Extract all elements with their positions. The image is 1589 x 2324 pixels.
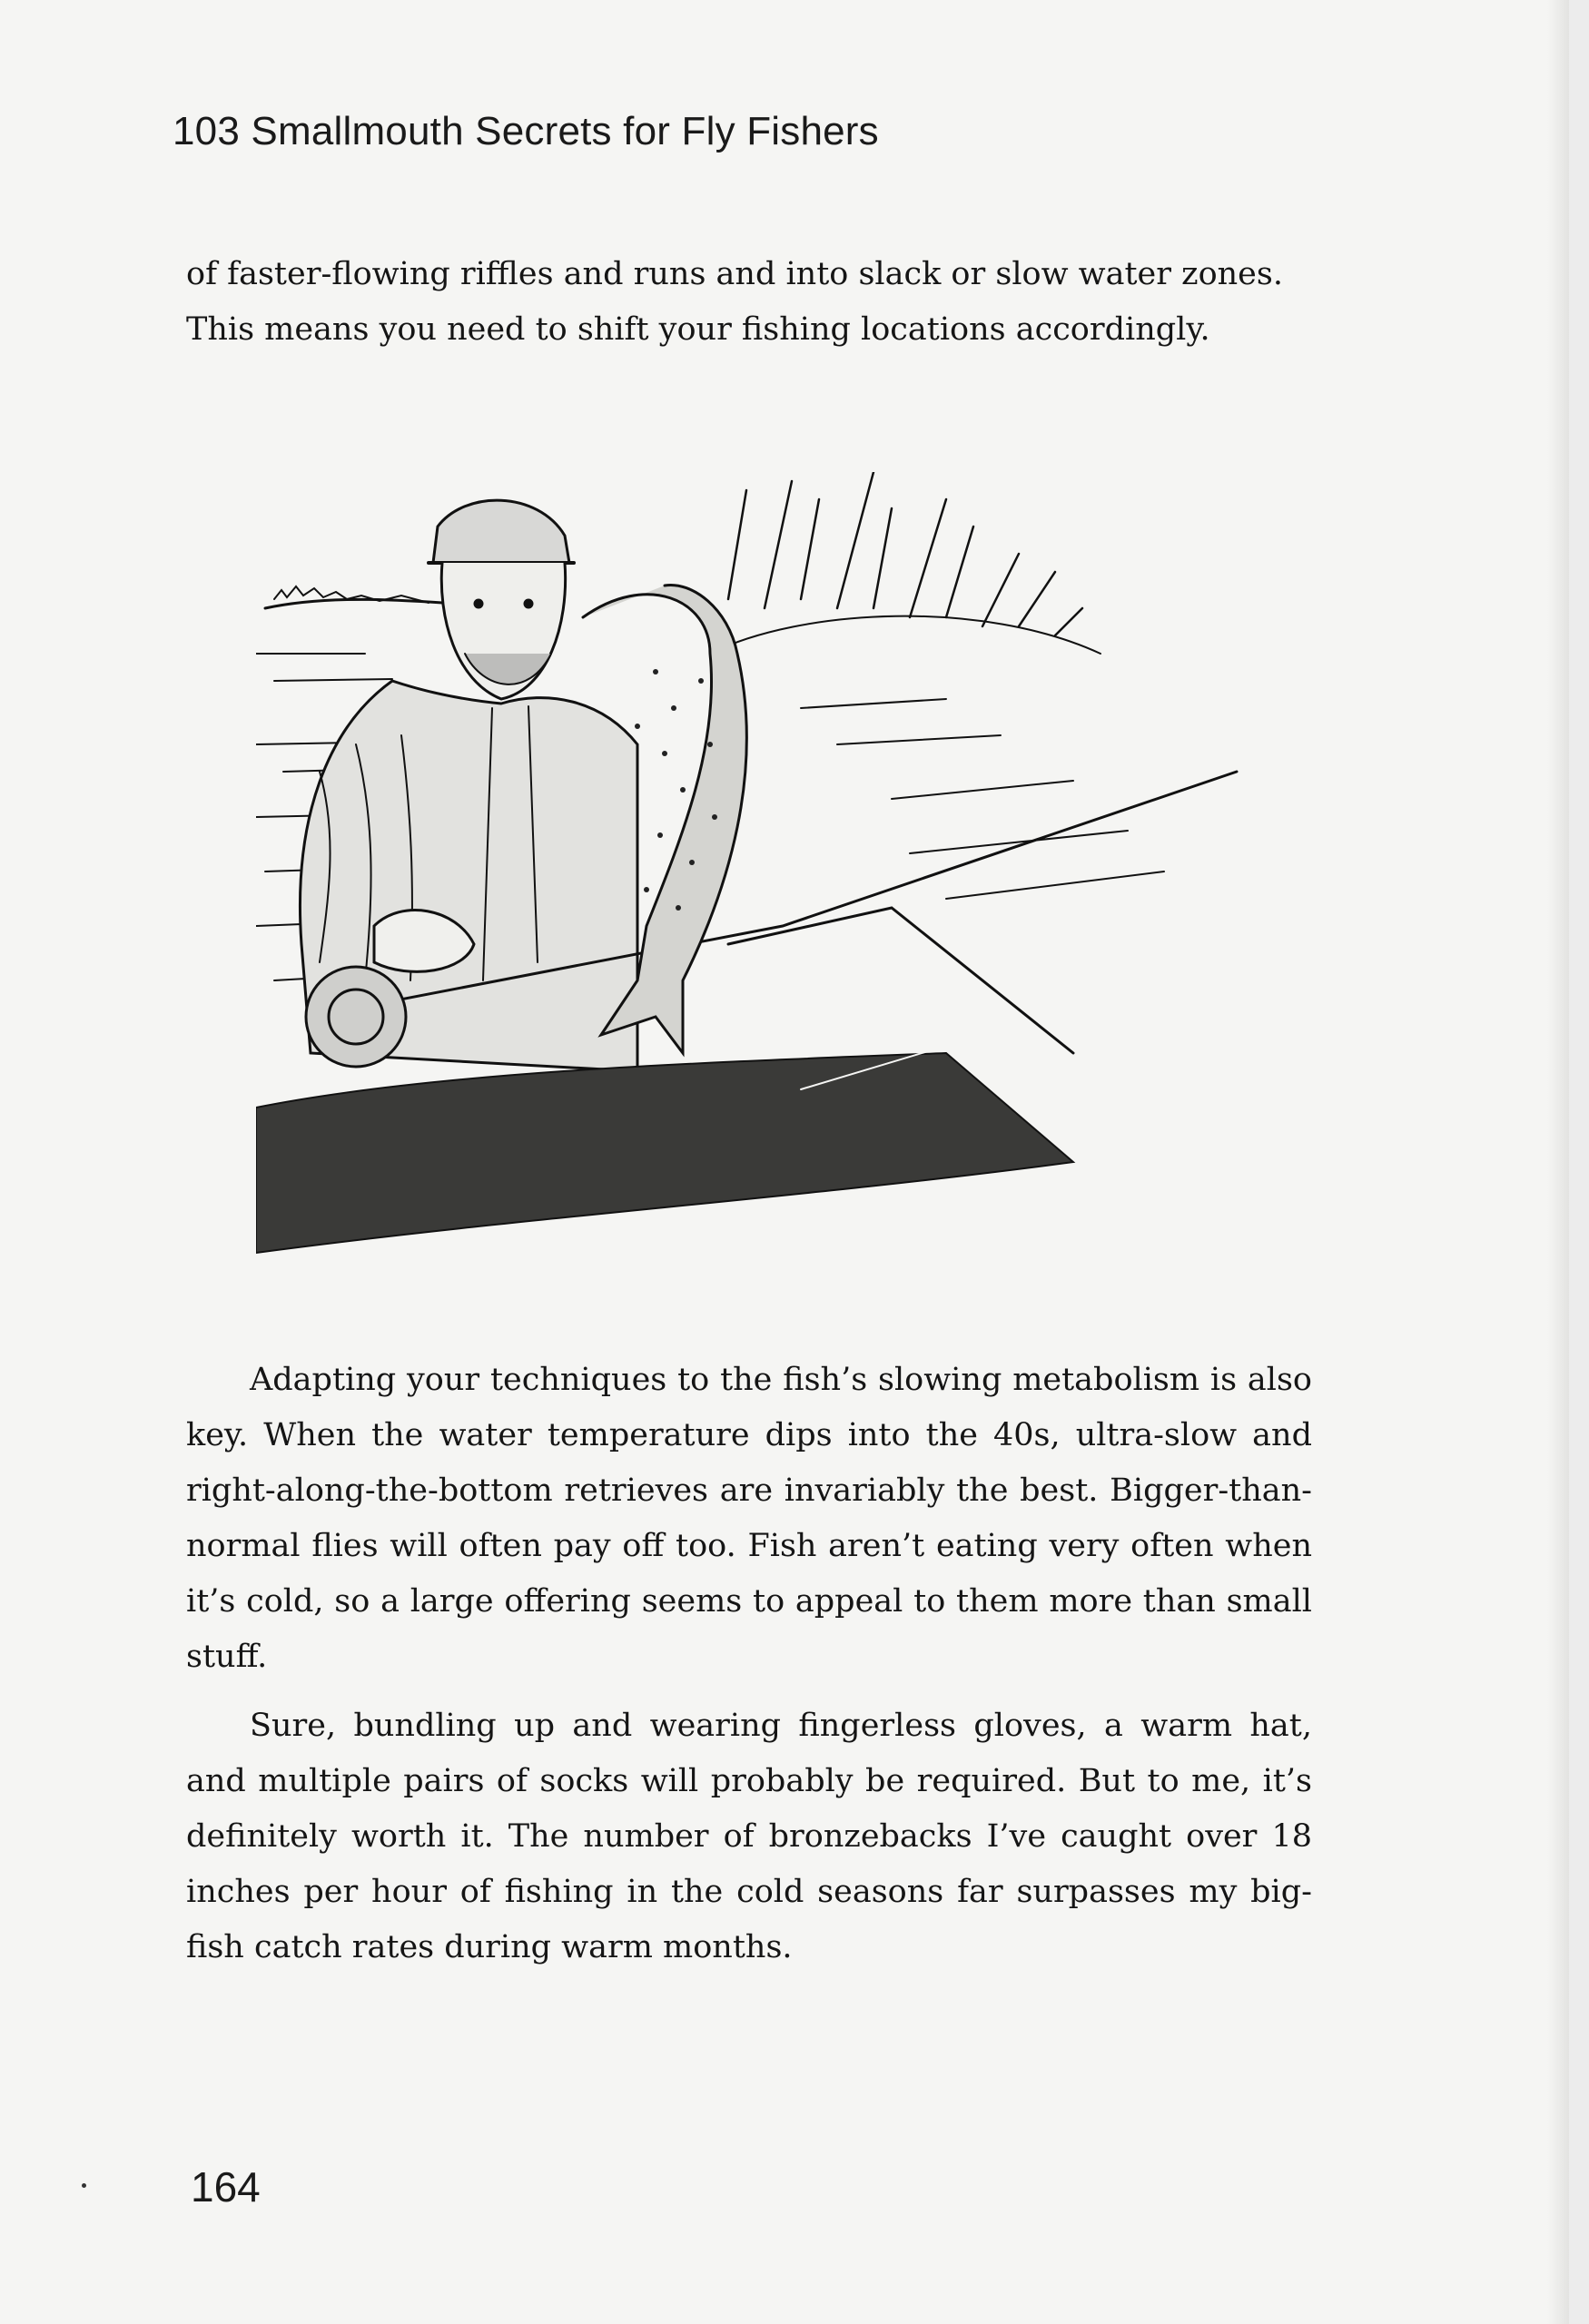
- page-edge: [1547, 0, 1569, 2324]
- paragraph-techniques: Adapting your techniques to the fish’s slowing metabolism is also key. When the water temperature dips into the 40s, ultra-slow and right-along-the-bottom retrieves are invariably the best. Bigger-than-normal flies will often pay off too. Fish aren’t eating very often when it’s cold, so a large offering seems to appeal to them more than small stuff.: [186, 1362, 1312, 1675]
- page-mark: [82, 2183, 86, 2188]
- page-number: 164: [191, 2163, 261, 2211]
- paragraph-cold-gear: Sure, bundling up and wearing fingerless gloves, a warm hat, and multiple pairs of socks will probably be required. But to me, it’s definitely worth it. The number of bronzebacks I’ve caught over 18 inches per hour of fishing in the cold seasons far surpasses my big-fish catch rates during warm months.: [186, 1708, 1312, 1965]
- paragraph-continuation: of faster-flowing riffles and runs and into slack or slow water zones. This means you need to shift your fishing locations accordingly.: [186, 256, 1283, 348]
- running-head: 103 Smallmouth Secrets for Fly Fishers: [173, 109, 879, 153]
- angler-with-smallmouth-illustration: [256, 472, 1273, 1271]
